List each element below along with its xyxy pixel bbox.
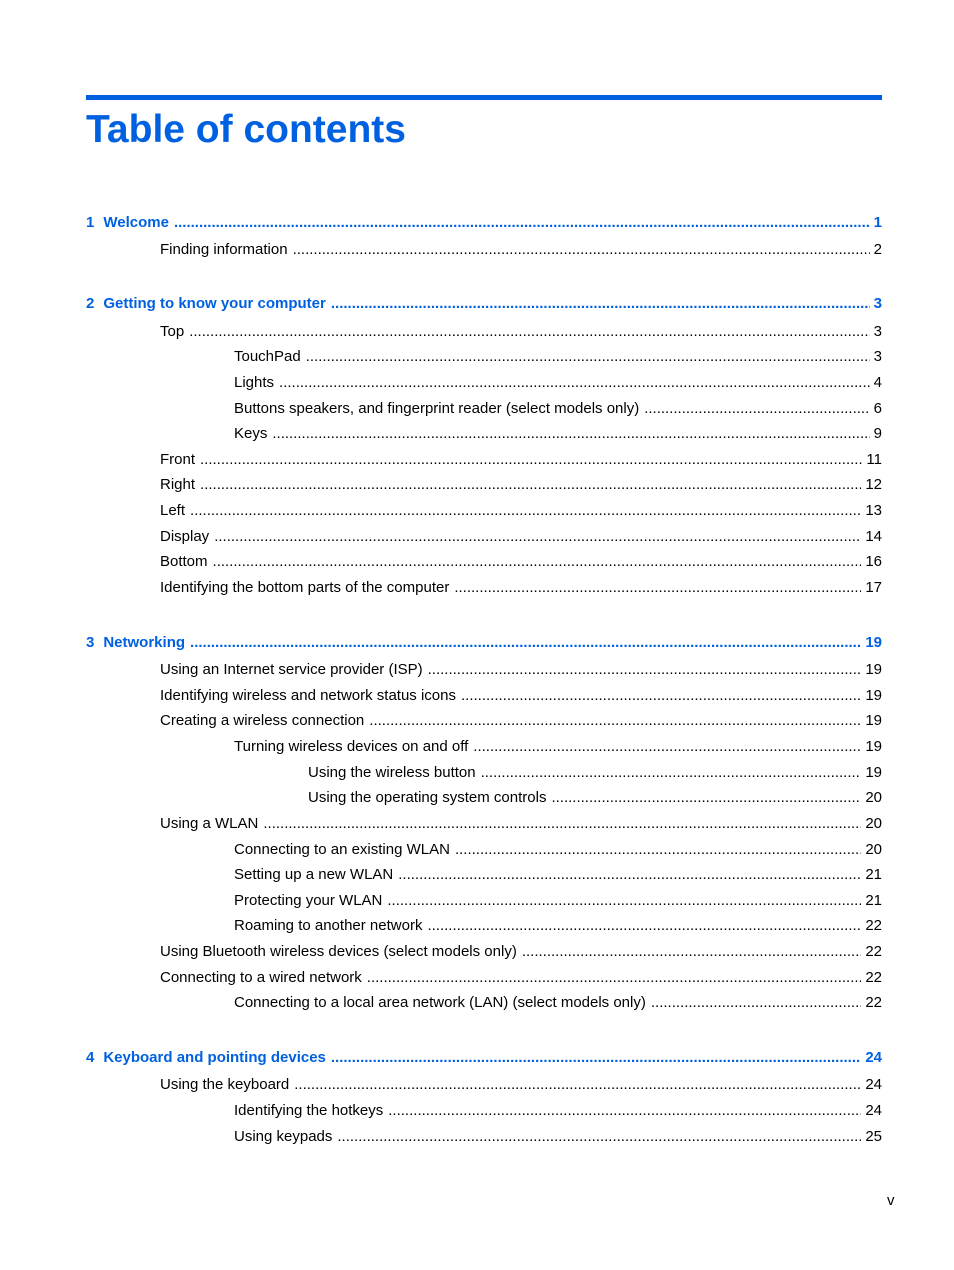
toc-page-number: 3 — [873, 348, 882, 365]
toc-leader — [214, 527, 861, 547]
toc-leader — [427, 916, 861, 936]
toc-entry-label: Using Bluetooth wireless devices (select models only) — [160, 943, 517, 960]
toc-leader — [454, 578, 861, 598]
toc-entry-label: Using an Internet service provider (ISP) — [160, 661, 423, 678]
toc-page-number: 17 — [865, 579, 882, 596]
toc-entry[interactable] — [234, 891, 882, 911]
toc-page-number: 19 — [865, 712, 882, 729]
toc-entry[interactable] — [234, 737, 882, 757]
toc-entry[interactable] — [234, 993, 882, 1013]
toc-page-number: 3 — [873, 323, 882, 340]
toc-leader — [388, 1101, 861, 1121]
toc-entry-label: Roaming to another network — [234, 917, 423, 934]
toc-entry[interactable] — [234, 1127, 882, 1147]
toc-entry[interactable] — [308, 763, 882, 783]
toc-entry[interactable] — [160, 686, 882, 706]
toc-leader — [189, 322, 869, 342]
toc-entry[interactable] — [160, 1075, 882, 1095]
toc-chapter-label: 1 Welcome — [86, 214, 169, 231]
toc-entry-label: Finding information — [160, 241, 288, 258]
toc-entry-label: Identifying the bottom parts of the computer — [160, 579, 450, 596]
toc-page-number: 6 — [873, 400, 882, 417]
toc-page-number: 13 — [865, 502, 882, 519]
toc-entry[interactable] — [234, 399, 882, 419]
toc-entry-label: Bottom — [160, 553, 208, 570]
toc-entry[interactable] — [160, 968, 882, 988]
folio-page-number: v — [887, 1192, 895, 1209]
toc-entry[interactable] — [160, 711, 882, 731]
toc-chapter-label: 3 Networking — [86, 634, 186, 651]
toc-page-number: 19 — [865, 738, 882, 755]
toc-page-number: 20 — [865, 789, 882, 806]
toc-leader — [522, 942, 861, 962]
toc-leader — [306, 347, 870, 367]
toc-leader — [367, 968, 862, 988]
toc-leader — [428, 660, 862, 680]
toc-entry[interactable] — [160, 475, 882, 495]
toc-page-number: 20 — [865, 815, 882, 832]
toc-page-number: 22 — [865, 917, 882, 934]
toc-entry[interactable] — [308, 788, 882, 808]
toc-entry-label: Using a WLAN — [160, 815, 259, 832]
toc-entry-label: Lights — [234, 374, 275, 391]
toc-entry-label: Protecting your WLAN — [234, 892, 383, 909]
toc-entry-label: Using the wireless button — [308, 764, 476, 781]
toc-entry[interactable] — [160, 814, 882, 834]
toc-leader — [293, 240, 870, 260]
page-title: Table of contents — [86, 108, 406, 151]
toc-leader — [387, 891, 861, 911]
toc-page-number: 24 — [865, 1049, 882, 1066]
toc-entry[interactable] — [160, 450, 882, 470]
toc-leader — [644, 399, 869, 419]
toc-page-number: 19 — [865, 764, 882, 781]
toc-entry-label: Buttons speakers, and fingerprint reader (select models only) — [234, 400, 640, 417]
toc-page-number: 22 — [865, 994, 882, 1011]
toc-entry-label: Identifying wireless and network status icons — [160, 687, 456, 704]
toc-entry-label: Using keypads — [234, 1128, 333, 1145]
toc-page-number: 21 — [865, 866, 882, 883]
toc-leader — [190, 501, 861, 521]
toc-leader — [331, 1048, 861, 1068]
toc-leader — [337, 1127, 861, 1147]
toc-page-number: 19 — [865, 687, 882, 704]
toc-entry[interactable] — [234, 347, 882, 367]
toc-entry-label: Connecting to an existing WLAN — [234, 841, 450, 858]
toc-entry-label: Using the operating system controls — [308, 789, 547, 806]
toc-entry-label: Creating a wireless connection — [160, 712, 365, 729]
toc-entry-label: Keys — [234, 425, 268, 442]
toc-leader — [272, 424, 869, 444]
toc-leader — [455, 840, 861, 860]
toc-entry[interactable] — [160, 527, 882, 547]
toc-chapter[interactable] — [86, 294, 882, 314]
toc-page-number: 24 — [865, 1102, 882, 1119]
toc-page-number: 20 — [865, 841, 882, 858]
toc-leader — [174, 213, 870, 233]
toc-leader — [461, 686, 861, 706]
toc-leader — [398, 865, 861, 885]
toc-page-number: 11 — [866, 451, 882, 468]
toc-leader — [200, 475, 861, 495]
toc-page-number: 14 — [865, 528, 882, 545]
toc-entry[interactable] — [234, 424, 882, 444]
toc-entry-label: Identifying the hotkeys — [234, 1102, 384, 1119]
toc-page-number: 22 — [865, 969, 882, 986]
toc-page-number: 1 — [873, 214, 882, 231]
toc-entry[interactable] — [234, 865, 882, 885]
toc-chapter-label: 4 Keyboard and pointing devices — [86, 1049, 326, 1066]
toc-chapter[interactable] — [86, 213, 882, 233]
toc-page-number: 19 — [865, 634, 882, 651]
toc-leader — [473, 737, 861, 757]
toc-page-number: 24 — [865, 1076, 882, 1093]
toc-page-number: 16 — [865, 553, 882, 570]
toc-leader — [263, 814, 861, 834]
toc-page-number: 9 — [873, 425, 882, 442]
toc-page-number: 25 — [865, 1128, 882, 1145]
toc-entry[interactable] — [160, 942, 882, 962]
toc-chapter[interactable] — [86, 1048, 882, 1068]
toc-leader — [200, 450, 862, 470]
toc-entry[interactable] — [234, 840, 882, 860]
toc-leader — [651, 993, 861, 1013]
toc-page-number: 2 — [873, 241, 882, 258]
toc-page-number: 21 — [865, 892, 882, 909]
toc-leader — [213, 552, 862, 572]
toc-entry[interactable] — [160, 240, 882, 260]
toc-entry[interactable] — [160, 552, 882, 572]
toc-page-number: 4 — [873, 374, 882, 391]
toc-entry-label: Connecting to a wired network — [160, 969, 362, 986]
toc-entry-label: Right — [160, 476, 196, 493]
toc-leader — [279, 373, 870, 393]
toc-entry[interactable] — [234, 916, 882, 936]
toc-page-number: 3 — [873, 295, 882, 312]
toc-leader — [481, 763, 862, 783]
toc-leader — [331, 294, 870, 314]
toc-entry[interactable] — [234, 1101, 882, 1121]
toc-page-number: 19 — [865, 661, 882, 678]
toc-entry-label: Setting up a new WLAN — [234, 866, 394, 883]
toc-entry[interactable] — [160, 660, 882, 680]
toc-leader — [294, 1075, 861, 1095]
toc-entry-label: Turning wireless devices on and off — [234, 738, 469, 755]
toc-entry-label: Top — [160, 323, 185, 340]
toc-entry-label: Display — [160, 528, 210, 545]
toc-entry-label: Using the keyboard — [160, 1076, 290, 1093]
toc-entry-label: Front — [160, 451, 196, 468]
toc-page-number: 22 — [865, 943, 882, 960]
toc-entry[interactable] — [234, 373, 882, 393]
toc-leader — [190, 633, 861, 653]
toc-leader — [551, 788, 861, 808]
toc-chapter[interactable] — [86, 633, 882, 653]
toc-page-number: 12 — [865, 476, 882, 493]
toc-entry[interactable] — [160, 322, 882, 342]
toc-chapter-label: 2 Getting to know your computer — [86, 295, 326, 312]
toc-leader — [369, 711, 861, 731]
toc-entry[interactable] — [160, 578, 882, 598]
toc-entry[interactable] — [160, 501, 882, 521]
toc-entry-label: Left — [160, 502, 186, 519]
toc-entry-label: Connecting to a local area network (LAN) (select models only) — [234, 994, 646, 1011]
toc-entry-label: TouchPad — [234, 348, 301, 365]
